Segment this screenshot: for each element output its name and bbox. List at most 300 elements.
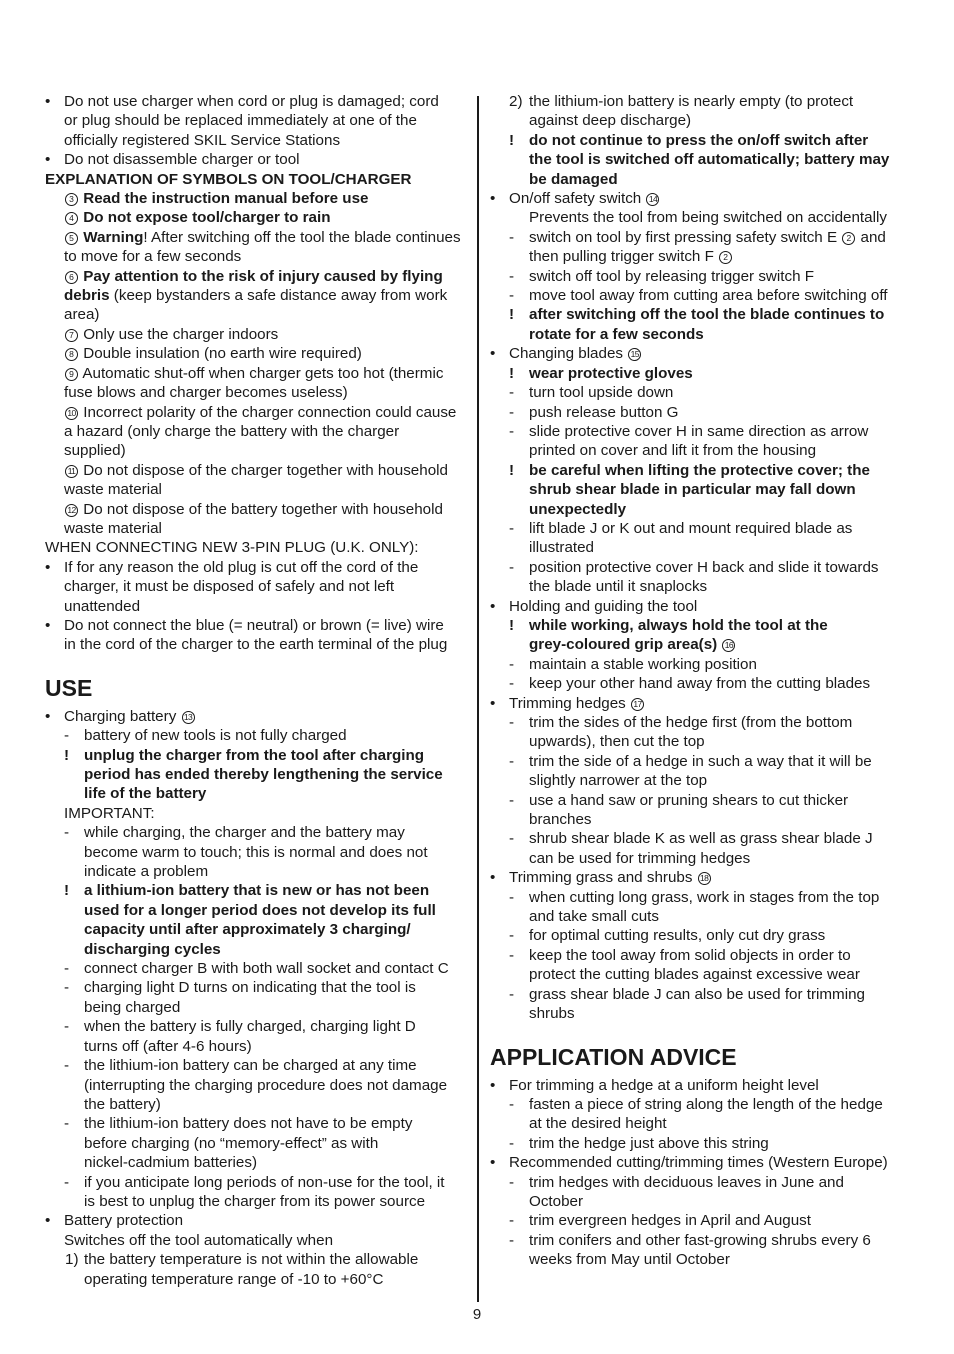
text-line: [45, 1056, 465, 1075]
symbol-number-7: 7: [65, 329, 78, 342]
text-span: For trimming a hedge at a uniform height level: [509, 1076, 819, 1094]
text-line: [45, 1153, 465, 1172]
text-span: printed on cover and lift it from the housing: [529, 442, 817, 460]
text-line: [490, 655, 912, 674]
text-line: [45, 804, 465, 823]
text-line: [490, 577, 912, 596]
text-line: [490, 1004, 912, 1023]
bullet-marker: •: [45, 151, 51, 169]
text-line: [45, 538, 465, 557]
bullet-marker: •: [490, 597, 496, 615]
dash-marker: -: [509, 927, 515, 945]
text-span: fasten a piece of string along the length of the hedge: [529, 1095, 883, 1113]
text-span: (keep bystanders a safe distance away from work: [109, 287, 448, 305]
text-line: [45, 364, 465, 383]
text-line: [490, 985, 912, 1004]
symbol-number-6: 6: [65, 271, 78, 284]
text-span: life of the battery: [84, 785, 207, 803]
warning-marker: !: [64, 882, 70, 900]
dash-marker: -: [509, 791, 515, 809]
text-span: grey-coloured grip area(s): [529, 636, 722, 654]
symbol-number-3: 3: [65, 193, 78, 206]
text-line: [45, 577, 465, 596]
dash-marker: -: [509, 558, 515, 576]
text-line: [45, 325, 465, 344]
figure-ref-15: 15: [628, 348, 641, 361]
text-span: Only use the charger indoors: [83, 325, 279, 343]
text-line: [45, 1037, 465, 1056]
text-line: [490, 208, 912, 227]
text-span: officially registered SKIL Service Stations: [64, 131, 341, 149]
text-line: [490, 810, 912, 829]
text-line: [45, 267, 465, 286]
text-line: [490, 791, 912, 810]
text-span: a hazard (only charge the battery with the charger: [64, 422, 400, 440]
text-line: [490, 480, 912, 499]
text-line: [45, 920, 465, 939]
text-line: [490, 228, 912, 247]
text-line: [490, 422, 912, 441]
bullet-marker: •: [45, 616, 51, 634]
text-span: Do not dispose of the charger together with household: [83, 461, 448, 479]
text-span: can be used for trimming hedges: [529, 849, 751, 867]
text-span: area): [64, 306, 100, 324]
text-line: [490, 111, 912, 130]
text-span: charger, it must be disposed of safely and not left: [64, 578, 395, 596]
text-line: [45, 1270, 465, 1289]
text-span: wear protective gloves: [529, 364, 693, 382]
text-span: keep the tool away from solid objects in order to: [529, 946, 851, 964]
text-span: Do not disassemble charger or tool: [64, 151, 300, 169]
text-line: [490, 1231, 912, 1250]
dash-marker: -: [509, 1134, 515, 1152]
text-span: and take small cuts: [529, 908, 659, 926]
list-number: 2): [509, 93, 523, 110]
text-span: unplug the charger from the tool after charging: [84, 746, 425, 764]
dash-marker: -: [509, 888, 515, 906]
dash-marker: -: [509, 384, 515, 402]
text-line: [45, 247, 465, 266]
text-line: [490, 1153, 912, 1172]
text-span: trim the hedge just above this string: [529, 1134, 769, 1152]
figure-ref-18: 18: [698, 872, 711, 885]
text-span: period has ended thereby lengthening the service: [84, 766, 443, 783]
text-span: trim the sides of the hedge first (from the bottom: [529, 714, 853, 731]
bullet-marker: •: [490, 694, 496, 712]
text-line: [45, 862, 465, 881]
left-column: [45, 92, 465, 1289]
text-line: [490, 1095, 912, 1114]
dash-marker: -: [509, 1095, 515, 1113]
right-column: [490, 92, 912, 1270]
text-span: capacity until after approximately 3 charging/: [84, 921, 411, 939]
text-span: the lithium-ion battery does not have to be empty: [84, 1115, 413, 1133]
text-line: [490, 441, 912, 460]
text-span: when cutting long grass, work in stages from the top: [529, 888, 880, 906]
figure-ref-17: 17: [631, 698, 644, 711]
text-line: [45, 150, 465, 169]
text-span: the lithium-ion battery is nearly empty (to protect: [529, 93, 854, 110]
section-heading: USE: [45, 674, 93, 701]
text-span: unexpectedly: [529, 500, 627, 518]
bullet-marker: •: [45, 707, 51, 725]
text-span: shrub shear blade K as well as grass shear blade J: [529, 830, 873, 848]
text-span: Automatic shut-off when charger gets too hot (thermic: [82, 364, 444, 382]
text-span: branches: [529, 811, 592, 829]
text-span: Switches off the tool automatically when: [64, 1231, 334, 1249]
list-number: 1): [65, 1251, 79, 1269]
text-line: [490, 500, 912, 519]
text-line: [45, 959, 465, 978]
text-line: [45, 92, 465, 111]
text-line: [45, 635, 465, 654]
text-span: against deep discharge): [529, 112, 692, 130]
warning-marker: !: [509, 131, 515, 149]
dash-marker: -: [64, 1173, 70, 1191]
text-line: [490, 305, 912, 324]
bullet-marker: •: [45, 558, 51, 576]
text-span: or plug should be replaced immediately at one of the: [64, 112, 417, 130]
text-span: unattended: [64, 597, 141, 615]
text-line: [45, 228, 465, 247]
text-line: [45, 480, 465, 499]
text-line: [45, 111, 465, 130]
text-line: [490, 189, 912, 208]
text-span: turn tool upside down: [529, 384, 674, 402]
text-line: [45, 131, 465, 150]
text-line: [490, 461, 912, 480]
dash-marker: -: [64, 1057, 70, 1075]
text-line: [490, 364, 912, 383]
text-line: [490, 597, 912, 616]
text-line: [45, 519, 465, 538]
text-line: [45, 208, 465, 227]
bullet-marker: •: [490, 869, 496, 887]
text-span: discharging cycles: [84, 940, 221, 958]
symbol-number-9: 9: [65, 368, 78, 381]
text-line: [490, 170, 912, 189]
warning-marker: !: [509, 364, 515, 382]
text-span: slide protective cover H in same direction as arrow: [529, 422, 869, 440]
dash-marker: -: [64, 1115, 70, 1133]
text-line: [490, 1250, 912, 1269]
symbol-number-12: 12: [65, 504, 78, 517]
text-span: after switching off the tool the blade continues to: [529, 306, 885, 324]
text-line: [45, 998, 465, 1017]
text-span: turns off (after 4-6 hours): [84, 1037, 252, 1055]
warning-marker: !: [509, 306, 515, 324]
text-span: while working, always hold the tool at the: [529, 616, 828, 634]
text-span: Charging battery: [64, 707, 177, 725]
text-line: [45, 1231, 465, 1250]
text-span: shrub shear blade in particular may fall down: [529, 481, 856, 499]
figure-ref-2: 2: [719, 251, 732, 264]
text-line: [45, 597, 465, 616]
text-line: [490, 868, 912, 887]
figure-ref-16: 16: [722, 639, 735, 652]
text-span: being charged: [84, 998, 181, 1016]
text-line: [490, 1134, 912, 1153]
text-line: [45, 823, 465, 842]
text-line: [45, 403, 465, 422]
text-span: Do not use charger when cord or plug is damaged; cord: [64, 93, 439, 110]
dash-marker: -: [509, 1231, 515, 1249]
text-span: position protective cover H back and slide it towards: [529, 558, 879, 576]
text-line: [490, 771, 912, 790]
text-line: [45, 746, 465, 765]
text-line: [490, 694, 912, 713]
page-number: 9: [472, 1306, 482, 1323]
text-span: be damaged: [529, 170, 618, 188]
text-span: Recommended cutting/trimming times (Western Europe): [509, 1154, 888, 1172]
bullet-marker: •: [45, 1212, 51, 1230]
text-line: [45, 1017, 465, 1036]
text-span: If for any reason the old plug is cut off the cord of the: [64, 558, 419, 576]
text-span: the battery): [84, 1095, 161, 1113]
text-line: [490, 1076, 912, 1095]
text-span: IMPORTANT:: [64, 804, 155, 822]
text-line: [45, 500, 465, 519]
text-line: [490, 713, 912, 732]
text-line: [45, 286, 465, 305]
text-span: Double insulation (no earth wire required): [83, 345, 362, 363]
dash-marker: -: [509, 403, 515, 421]
text-span: if you anticipate long periods of non-use for the tool, it: [84, 1173, 445, 1191]
warning-marker: !: [509, 461, 515, 479]
text-span: use a hand saw or pruning shears to cut thicker: [529, 791, 849, 809]
bullet-marker: •: [490, 190, 496, 208]
text-span: Holding and guiding the tool: [509, 597, 698, 615]
text-span: Pay attention to the risk of injury caused by flying: [83, 267, 443, 285]
text-line: [45, 344, 465, 363]
text-line: [45, 1095, 465, 1114]
text-span: Changing blades: [509, 345, 623, 363]
text-span: trim hedges with deciduous leaves in June and: [529, 1173, 844, 1191]
text-line: [490, 267, 912, 286]
text-span: to move for a few seconds: [64, 248, 242, 266]
text-span: Trimming grass and shrubs: [509, 869, 693, 887]
text-line: [490, 325, 912, 344]
bullet-marker: •: [490, 1154, 496, 1172]
text-line: [45, 461, 465, 480]
text-span: trim evergreen hedges in April and August: [529, 1212, 811, 1230]
text-span: the lithium-ion battery can be charged at any time: [84, 1057, 417, 1075]
text-span: the battery temperature is not within the allowable: [84, 1251, 419, 1269]
text-line: [490, 829, 912, 848]
text-span: move tool away from cutting area before switching off: [529, 287, 888, 305]
bullet-marker: •: [490, 345, 496, 363]
text-line: [45, 940, 465, 959]
text-line: [45, 558, 465, 577]
dash-marker: -: [509, 830, 515, 848]
text-line: [490, 558, 912, 577]
text-line: [45, 1192, 465, 1211]
symbol-number-8: 8: [65, 348, 78, 361]
text-line: [45, 1134, 465, 1153]
text-span: maintain a stable working position: [529, 655, 757, 673]
text-span: push release button G: [529, 403, 679, 421]
text-span: charging light D turns on indicating that the tool is: [84, 979, 416, 997]
text-line: [45, 881, 465, 900]
text-span: weeks from May until October: [529, 1251, 730, 1269]
text-span: Battery protection: [64, 1212, 184, 1230]
text-span: Read the instruction manual before use: [83, 190, 369, 208]
dash-marker: -: [509, 675, 515, 693]
text-span: grass shear blade J can also be used for trimming: [529, 985, 865, 1003]
text-line: [490, 907, 912, 926]
text-line: [45, 901, 465, 920]
dash-marker: -: [509, 519, 515, 537]
dash-marker: -: [64, 979, 70, 997]
text-line: [45, 1076, 465, 1095]
text-line: [45, 441, 465, 460]
text-span: illustrated: [529, 539, 594, 557]
text-span: Do not expose tool/charger to rain: [83, 209, 331, 227]
text-span: battery of new tools is not fully charged: [84, 727, 347, 745]
text-span: operating temperature range of -10 to +60°C: [84, 1270, 384, 1288]
text-line: [490, 538, 912, 557]
text-span: be careful when lifting the protective cover; the: [529, 461, 870, 479]
dash-marker: -: [64, 1018, 70, 1036]
warning-marker: !: [64, 746, 70, 764]
column-divider: [477, 96, 479, 1302]
text-line: [45, 616, 465, 635]
text-span: On/off safety switch: [509, 190, 642, 208]
text-line: [45, 383, 465, 402]
dash-marker: -: [64, 824, 70, 842]
text-span: trim the side of a hedge in such a way that it will be: [529, 752, 872, 770]
text-span: lift blade J or K out and mount required blade as: [529, 519, 853, 537]
text-span: at the desired height: [529, 1115, 667, 1133]
text-line: [490, 888, 912, 907]
text-line: [45, 843, 465, 862]
text-line: [490, 1114, 912, 1133]
text-span: shrubs: [529, 1005, 575, 1023]
text-span: supplied): [64, 442, 126, 460]
text-span: and: [856, 228, 886, 246]
text-span: WHEN CONNECTING NEW 3-PIN PLUG (U.K. ONLY):: [45, 539, 419, 557]
text-span: in the cord of the charger to the earth terminal of the plug: [64, 636, 448, 654]
text-line: [490, 1192, 912, 1211]
dash-marker: -: [509, 655, 515, 673]
text-span: waste material: [64, 519, 162, 537]
text-line: [45, 765, 465, 784]
text-span: fuse blows and charger becomes useless): [64, 384, 348, 402]
text-span: EXPLANATION OF SYMBOLS ON TOOL/CHARGER: [45, 170, 412, 188]
text-span: (interrupting the charging procedure does not damage: [84, 1076, 448, 1094]
text-line: [45, 784, 465, 803]
text-span: used for a longer period does not develop its full: [84, 901, 436, 919]
text-span: waste material: [64, 481, 162, 499]
text-span: Do not connect the blue (= neutral) or brown (= live) wire: [64, 616, 444, 634]
text-span: switch on tool by first pressing safety switch E: [529, 228, 842, 246]
text-line: [490, 92, 912, 111]
text-line: [490, 752, 912, 771]
text-line: [490, 519, 912, 538]
text-line: [490, 732, 912, 751]
text-line: [490, 403, 912, 422]
dash-marker: -: [509, 946, 515, 964]
dash-marker: -: [509, 752, 515, 770]
dash-marker: -: [509, 422, 515, 440]
text-span: slightly narrower at the top: [529, 772, 708, 790]
text-line: [490, 247, 912, 266]
text-span: is best to unplug the charger from its power source: [84, 1192, 426, 1210]
text-span: Incorrect polarity of the charger connection could cause: [83, 403, 457, 421]
text-span: for optimal cutting results, only cut dry grass: [529, 927, 826, 945]
text-span: nickel-cadmium batteries): [84, 1154, 258, 1172]
text-span: Do not dispose of the battery together with household: [83, 500, 443, 518]
section-heading: APPLICATION ADVICE: [490, 1043, 737, 1070]
figure-ref-2: 2: [842, 232, 855, 245]
dash-marker: -: [509, 287, 515, 305]
text-span: upwards), then cut the top: [529, 733, 705, 751]
text-line: [45, 170, 465, 189]
bullet-marker: •: [490, 1076, 496, 1094]
dash-marker: -: [509, 985, 515, 1003]
text-line: [490, 674, 912, 693]
dash-marker: -: [509, 1212, 515, 1230]
text-line: [490, 849, 912, 868]
figure-ref-14: 14: [646, 193, 659, 206]
warning-marker: !: [509, 616, 515, 634]
text-span: become warm to touch; this is normal and does not: [84, 843, 428, 861]
bullet-marker: •: [45, 93, 51, 110]
symbol-number-4: 4: [65, 212, 78, 225]
text-line: [45, 1114, 465, 1133]
text-line: [490, 150, 912, 169]
dash-marker: -: [509, 228, 515, 246]
dash-marker: -: [509, 1173, 515, 1191]
text-span: debris: [64, 287, 110, 305]
text-line: [490, 383, 912, 402]
text-span: then pulling trigger switch F: [529, 248, 719, 266]
symbol-number-10: 10: [65, 407, 78, 420]
text-span: Warning: [83, 228, 144, 246]
symbol-number-11: 11: [65, 465, 78, 478]
text-line: [490, 635, 912, 654]
dash-marker: -: [509, 267, 515, 285]
text-line: [45, 189, 465, 208]
text-span: before charging (no “memory-effect” as with: [84, 1134, 379, 1152]
text-span: while charging, the charger and the battery may: [84, 824, 405, 842]
text-line: [45, 1211, 465, 1230]
text-span: Prevents the tool from being switched on accidentally: [529, 209, 887, 227]
text-line: [45, 726, 465, 745]
text-line: [490, 926, 912, 945]
text-line: [45, 305, 465, 324]
text-line: [45, 422, 465, 441]
dash-marker: -: [64, 960, 70, 978]
dash-marker: -: [509, 714, 515, 731]
dash-marker: -: [64, 727, 70, 745]
text-line: [490, 1173, 912, 1192]
text-span: do not continue to press the on/off switch after: [529, 131, 869, 149]
text-span: protect the cutting blades against excessive wear: [529, 966, 860, 984]
text-span: the tool is switched off automatically; battery may: [529, 151, 890, 169]
text-line: [45, 707, 465, 726]
text-line: [45, 1173, 465, 1192]
text-line: [490, 286, 912, 305]
text-line: [490, 965, 912, 984]
text-line: [490, 1211, 912, 1230]
symbol-number-5: 5: [65, 232, 78, 245]
text-span: when the battery is fully charged, charging light D: [84, 1018, 416, 1036]
text-line: [490, 946, 912, 965]
text-line: [45, 1250, 465, 1269]
text-line: [490, 616, 912, 635]
text-span: October: [529, 1192, 584, 1210]
